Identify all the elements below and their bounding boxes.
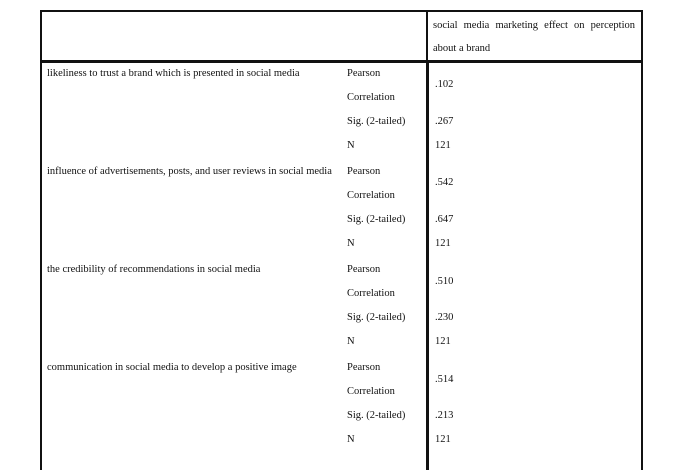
stat-label: Correlation: [347, 190, 395, 201]
stat-value: .267: [435, 116, 454, 127]
stat-label: N: [347, 434, 355, 445]
stat-value: .230: [435, 312, 454, 323]
stat-value: .510: [435, 276, 454, 287]
stat-value: 121: [435, 336, 451, 347]
stat-value: 121: [435, 238, 451, 249]
row-variable-label: influence of advertisements, posts, and user reviews in social media: [47, 166, 332, 177]
stat-label: Sig. (2-tailed): [347, 116, 406, 127]
stat-value: .514: [435, 374, 454, 385]
row-variable-label: likeliness to trust a brand which is presented in social media: [47, 68, 300, 79]
stat-label: Sig. (2-tailed): [347, 410, 406, 421]
stat-value: .213: [435, 410, 454, 421]
stat-label: Pearson: [347, 264, 381, 275]
stat-value: .542: [435, 177, 454, 188]
column-header: social media marketing effect on perception about a brand: [433, 20, 635, 54]
row-variable-label: the credibility of recommendations in social media: [47, 264, 261, 275]
table-border-right: [641, 10, 643, 470]
stat-label: Correlation: [347, 92, 395, 103]
header-column-separator: [426, 10, 428, 60]
header-separator: [40, 60, 643, 63]
stat-label: Sig. (2-tailed): [347, 312, 406, 323]
stat-value: 121: [435, 434, 451, 445]
stat-label: N: [347, 238, 355, 249]
body-column-separator: [426, 63, 429, 470]
stat-label: Sig. (2-tailed): [347, 214, 406, 225]
stat-value: 121: [435, 140, 451, 151]
stat-label: Pearson: [347, 362, 381, 373]
stat-label: Pearson: [347, 68, 381, 79]
stat-label: N: [347, 336, 355, 347]
table-border-left: [40, 10, 42, 470]
stat-label: Correlation: [347, 288, 395, 299]
stat-label: Pearson: [347, 166, 381, 177]
stat-label: Correlation: [347, 386, 395, 397]
correlation-table: [40, 10, 643, 470]
row-variable-label: communication in social media to develop a positive image: [47, 362, 297, 373]
stat-value: .102: [435, 79, 454, 90]
stat-value: .647: [435, 214, 454, 225]
stat-label: N: [347, 140, 355, 151]
table-border-top: [40, 10, 643, 12]
